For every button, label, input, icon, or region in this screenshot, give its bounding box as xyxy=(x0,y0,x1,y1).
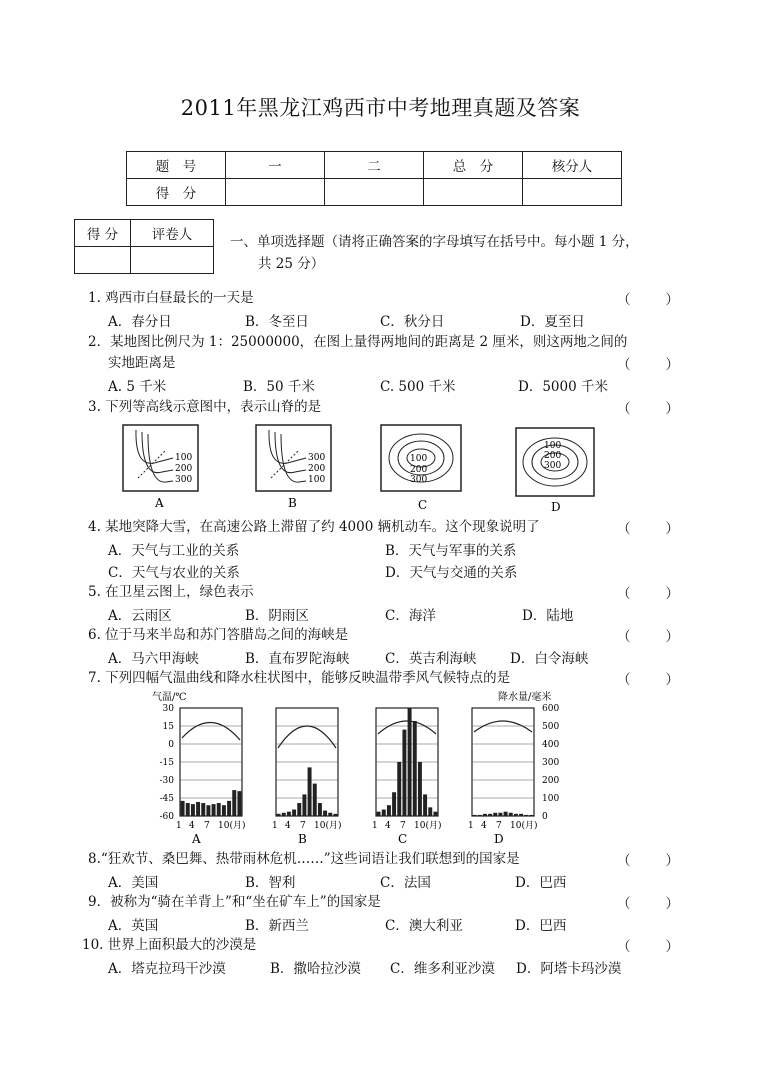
option: B．阴雨区 xyxy=(245,608,309,624)
temp-tick: 0 xyxy=(168,740,174,750)
option: D．巴西 xyxy=(515,875,567,891)
option: B．新西兰 xyxy=(245,918,309,934)
precip-bar xyxy=(392,792,396,816)
precip-bar xyxy=(333,814,337,816)
month-tick: 1 xyxy=(176,821,182,831)
answer-blank[interactable]: （ ） xyxy=(617,521,679,537)
contour-figures xyxy=(118,420,598,512)
precip-bar xyxy=(308,767,312,816)
climate-panel-b[interactable] xyxy=(272,708,341,846)
svg-text:100: 100 xyxy=(410,454,428,464)
option: C．秋分日 xyxy=(380,314,445,330)
precip-axis-label: 降水量/毫米 xyxy=(498,692,552,703)
question-8-stem: 8.“狂欢节、桑巴舞、热带雨林危机……”这些词语让我们联想到的国家是 xyxy=(88,851,520,867)
score-header: 二 xyxy=(325,152,424,179)
precip-bar xyxy=(232,790,236,816)
temp-tick: -60 xyxy=(159,812,174,822)
svg-text:300: 300 xyxy=(175,475,193,485)
precip-bar xyxy=(519,814,523,816)
chart-label: C xyxy=(398,832,408,846)
svg-text:300: 300 xyxy=(410,475,428,485)
option: C．天气与农业的关系 xyxy=(108,565,240,581)
precip-tick: 200 xyxy=(542,776,560,786)
precip-bar xyxy=(529,815,533,816)
answer-blank[interactable]: （ ） xyxy=(617,939,679,955)
precip-bar xyxy=(222,805,226,816)
answer-blank[interactable]: （ ） xyxy=(617,629,679,645)
svg-text:100: 100 xyxy=(175,453,193,463)
svg-text:300: 300 xyxy=(544,461,562,471)
answer-blank[interactable]: （ ） xyxy=(617,896,679,912)
question-6-stem: 6. 位于马来半岛和苏门答腊岛之间的海峡是 xyxy=(88,627,349,643)
option: A. 5 千米 xyxy=(108,379,167,395)
option: C．海洋 xyxy=(385,608,436,624)
precip-bar xyxy=(302,794,306,816)
question-4-stem: 4. 某地突降大雪，在高速公路上滞留了约 4000 辆机动车。这个现象说明了 xyxy=(88,519,540,535)
month-tick: 7 xyxy=(400,821,406,831)
score-header: 题 号 xyxy=(127,152,226,179)
precip-bar xyxy=(212,804,216,816)
answer-blank[interactable]: （ ） xyxy=(617,586,679,602)
precip-bar xyxy=(504,812,508,816)
score-cell[interactable] xyxy=(424,179,523,206)
month-tick: 7 xyxy=(300,821,306,831)
precip-tick: 600 xyxy=(542,704,560,714)
option: C．法国 xyxy=(380,875,431,891)
question-9-stem: 9．被称为“骑在羊背上”和“坐在矿车上”的国家是 xyxy=(88,894,381,910)
temp-axis-label: 气温/℃ xyxy=(152,692,187,703)
svg-text:200: 200 xyxy=(544,451,562,461)
svg-text:200: 200 xyxy=(410,465,428,475)
option: C．澳大利亚 xyxy=(385,918,463,934)
section-heading-line1: 一、单项选择题（请将正确答案的字母填写在括号中。每小题 1 分， xyxy=(230,234,639,250)
option: D．陆地 xyxy=(522,608,574,624)
precip-bar xyxy=(418,762,422,816)
climate-panel-c[interactable] xyxy=(372,708,441,846)
precip-bar xyxy=(191,804,195,816)
precip-bar xyxy=(483,814,487,816)
chart-label: D xyxy=(494,832,504,846)
precip-bar xyxy=(282,813,286,816)
score-header: 一 xyxy=(226,152,325,179)
answer-blank[interactable]: （ ） xyxy=(617,357,679,373)
temp-tick: -45 xyxy=(159,794,174,804)
precip-bar xyxy=(428,807,432,816)
precip-bar xyxy=(313,784,317,816)
score-table xyxy=(126,151,622,206)
month-tick: 1 xyxy=(468,821,474,831)
temp-curve xyxy=(474,721,532,732)
precip-bar xyxy=(408,708,412,816)
svg-text:300: 300 xyxy=(308,453,326,463)
option: D．5000 千米 xyxy=(518,379,608,395)
temp-tick: -15 xyxy=(159,758,174,768)
svg-text:200: 200 xyxy=(308,464,326,474)
precip-tick: 400 xyxy=(542,740,560,750)
contour-map-c[interactable] xyxy=(381,425,461,512)
month-tick: 4 xyxy=(189,821,195,831)
option: C. 500 千米 xyxy=(380,379,456,395)
option: B．50 千米 xyxy=(243,379,315,395)
temp-curve xyxy=(378,721,436,734)
option: C．英吉利海峡 xyxy=(385,651,477,667)
month-tick: 10(月) xyxy=(414,821,442,831)
precip-bar xyxy=(509,813,513,816)
figure-label: A xyxy=(155,496,164,510)
precip-bar xyxy=(488,814,492,816)
month-tick: 7 xyxy=(496,821,502,831)
precip-bar xyxy=(217,803,221,816)
page-title: 2011年黑龙江鸡西市中考地理真题及答案 xyxy=(180,96,581,120)
option: B．智利 xyxy=(245,875,296,891)
precip-bar xyxy=(186,803,190,816)
month-tick: 10(月) xyxy=(218,821,246,831)
option: A．春分日 xyxy=(108,314,172,330)
contour-map-d[interactable] xyxy=(516,428,594,512)
svg-text:100: 100 xyxy=(308,475,326,485)
chart-label: A xyxy=(192,832,201,846)
temp-curve xyxy=(278,726,336,748)
temp-curve xyxy=(182,722,240,740)
temp-tick: 30 xyxy=(162,704,174,714)
precip-bar xyxy=(318,803,322,816)
month-tick: 4 xyxy=(385,821,391,831)
option: A．美国 xyxy=(108,875,159,891)
precip-bar xyxy=(196,802,200,816)
score-header: 总 分 xyxy=(424,152,523,179)
score-header: 核分人 xyxy=(523,152,622,179)
question-3-stem: 3. 下列等高线示意图中，表示山脊的是 xyxy=(88,399,322,415)
score-row-label: 得 分 xyxy=(127,179,226,206)
month-tick: 4 xyxy=(481,821,487,831)
precip-bar xyxy=(387,805,391,816)
precip-bar xyxy=(402,730,406,816)
grader-cell[interactable] xyxy=(131,247,214,274)
precip-bar xyxy=(201,803,205,816)
month-tick: 7 xyxy=(204,821,210,831)
precip-bar xyxy=(206,805,210,816)
svg-text:100: 100 xyxy=(544,441,562,451)
question-5-stem: 5. 在卫星云图上，绿色表示 xyxy=(88,584,254,600)
question-7-stem: 7. 下列四幅气温曲线和降水柱状图中，能够反映温带季风气候特点的是 xyxy=(88,670,511,686)
grader-cell[interactable] xyxy=(75,247,131,274)
climate-panel-d[interactable] xyxy=(468,708,537,846)
precip-bar xyxy=(377,812,381,816)
precip-bar xyxy=(514,814,518,816)
score-cell[interactable] xyxy=(523,179,622,206)
option: B．冬至日 xyxy=(245,314,309,330)
precip-bar xyxy=(227,801,231,816)
option: D．天气与交通的关系 xyxy=(385,565,518,581)
precip-bar xyxy=(433,812,437,816)
precip-bar xyxy=(237,791,241,816)
section-heading xyxy=(230,231,685,275)
figure-label: C xyxy=(418,498,428,512)
month-tick: 4 xyxy=(285,821,291,831)
option: C．维多利亚沙漠 xyxy=(390,961,495,977)
answer-blank[interactable]: （ ） xyxy=(617,401,679,417)
precip-bar xyxy=(493,813,497,816)
temp-tick: -30 xyxy=(159,776,174,786)
contour-map-b[interactable] xyxy=(256,425,331,510)
option: A．塔克拉玛干沙漠 xyxy=(108,961,226,977)
option: A．英国 xyxy=(108,918,159,934)
climate-charts xyxy=(150,690,580,848)
precip-bar xyxy=(423,794,427,816)
option: B．直布罗陀海峡 xyxy=(245,651,350,667)
question-2-stem-cont: 实地距离是 xyxy=(108,355,176,371)
question-1-stem: 1. 鸡西市白昼最长的一天是 xyxy=(88,290,254,306)
month-tick: 10(月) xyxy=(510,821,538,831)
precip-tick: 0 xyxy=(542,812,548,822)
precip-bar xyxy=(323,811,327,816)
score-cell[interactable] xyxy=(226,179,325,206)
precip-tick: 300 xyxy=(542,758,560,768)
option: B．撒哈拉沙漠 xyxy=(270,961,361,977)
svg-text:200: 200 xyxy=(175,464,193,474)
precip-bar xyxy=(382,810,386,816)
climate-panel-a[interactable] xyxy=(176,708,245,846)
answer-blank[interactable]: （ ） xyxy=(617,672,679,688)
month-tick: 1 xyxy=(272,821,278,831)
grader-table xyxy=(74,219,214,274)
option: D．巴西 xyxy=(515,918,567,934)
question-2-stem: 2．某地图比例尺为 1：25000000，在图上量得两地间的距离是 2 厘米，则这两地之间的 xyxy=(88,334,628,350)
precip-tick: 100 xyxy=(542,794,560,804)
answer-blank[interactable]: （ ） xyxy=(617,292,679,308)
grader-header: 评卷人 xyxy=(131,220,214,247)
precip-bar xyxy=(292,810,296,816)
figure-label: D xyxy=(551,500,561,512)
option: B．天气与军事的关系 xyxy=(385,543,517,559)
precip-bar xyxy=(287,812,291,816)
precip-bar xyxy=(181,801,185,816)
figure-label: B xyxy=(288,496,297,510)
month-tick: 10(月) xyxy=(314,821,342,831)
precip-bar xyxy=(524,815,528,816)
chart-label: B xyxy=(298,832,307,846)
option: A．云雨区 xyxy=(108,608,172,624)
option: D．白令海峡 xyxy=(510,651,589,667)
option: A．天气与工业的关系 xyxy=(108,543,240,559)
precip-bar xyxy=(297,803,301,816)
precip-bar xyxy=(277,814,281,816)
precip-tick: 500 xyxy=(542,722,560,732)
precip-bar xyxy=(498,813,502,816)
option: A．马六甲海峡 xyxy=(108,651,199,667)
answer-blank[interactable]: （ ） xyxy=(617,853,679,869)
precip-bar xyxy=(413,721,417,816)
section-heading-line2: 共 25 分） xyxy=(258,256,325,272)
grader-header: 得 分 xyxy=(75,220,131,247)
month-tick: 1 xyxy=(372,821,378,831)
contour-map-a[interactable] xyxy=(123,425,198,510)
score-cell[interactable] xyxy=(325,179,424,206)
question-10-stem: 10. 世界上面积最大的沙漠是 xyxy=(82,937,257,953)
temp-tick: 15 xyxy=(162,722,174,732)
option: D．阿塔卡玛沙漠 xyxy=(516,961,622,977)
precip-bar xyxy=(473,815,477,816)
precip-bar xyxy=(478,815,482,816)
precip-bar xyxy=(397,762,401,816)
option: D．夏至日 xyxy=(520,314,585,330)
precip-bar xyxy=(328,813,332,816)
